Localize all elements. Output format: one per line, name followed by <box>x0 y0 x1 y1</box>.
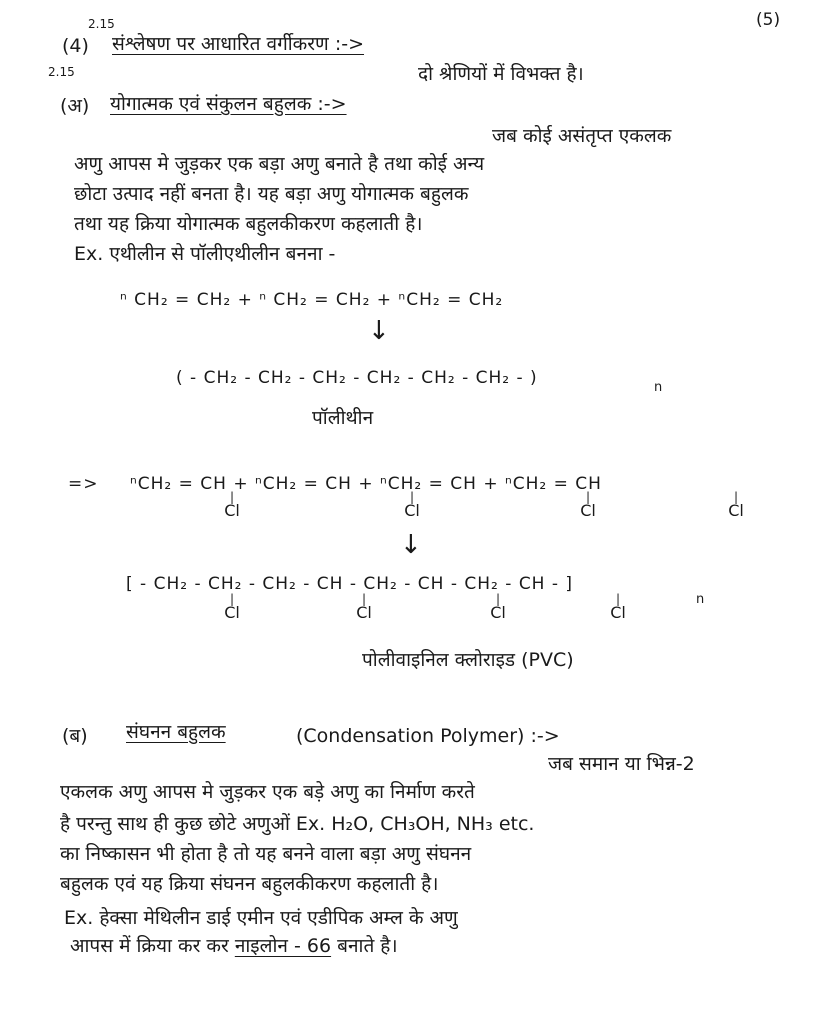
heading-label: (4) <box>62 35 89 57</box>
chlorine-substituent: | Cl <box>224 592 240 622</box>
section-b-line: बहुलक एवं यह क्रिया संघनन बहुलकीकरण कहलाती है। <box>60 873 439 895</box>
section-b-label: (ब) <box>62 725 88 747</box>
down-arrow-icon: ↓ <box>400 530 422 560</box>
heading-subtitle: दो श्रेणियों में विभक्त है। <box>418 63 584 85</box>
nylon-highlight: नाइलोन - 66 <box>234 935 332 957</box>
reaction1-reactants: ⁿ CH₂ = CH₂ + ⁿ CH₂ = CH₂ + ⁿCH₂ = CH₂ <box>120 290 504 310</box>
reaction2-reactants: ⁿCH₂ = CH + ⁿCH₂ = CH + ⁿCH₂ = CH + ⁿCH₂ = CH <box>130 474 602 494</box>
chlorine-substituent: | Cl <box>580 490 596 520</box>
heading-title: संश्लेषण पर आधारित वर्गीकरण :-> <box>112 33 365 55</box>
reaction2-product: [ - CH₂ - CH₂ - CH₂ - CH - CH₂ - CH - CH₂ - CH - ] <box>126 574 574 594</box>
section-b-last-line <box>70 934 398 958</box>
section-a-label: (अ) <box>60 95 90 117</box>
section-a-title: योगात्मक एवं संकुलन बहुलक :-> <box>110 93 347 115</box>
reaction2-subscript: n <box>696 592 706 607</box>
section-b-line: का निष्कासन भी होता है तो यह बनने वाला बड़ा अणु संघनन <box>60 843 472 865</box>
section-a-example: Ex. एथीलीन से पॉलीएथीलीन बनना - <box>74 243 336 265</box>
section-a-line: अणु आपस मे जुड़कर एक बड़ा अणु बनाते है तथा कोई अन्य <box>74 153 485 175</box>
page-number: (5) <box>756 10 781 30</box>
last-line-suffix: बनाते है। <box>337 935 398 957</box>
chlorine-substituent: | Cl <box>404 490 420 520</box>
implies-arrow: => <box>68 474 99 494</box>
reaction1-subscript: n <box>654 380 664 395</box>
section-b-line: जब समान या भिन्न-2 <box>548 753 695 775</box>
reaction1-product: ( - CH₂ - CH₂ - CH₂ - CH₂ - CH₂ - CH₂ - ) <box>176 368 538 388</box>
reaction2-product-name: पोलीवाइनिल क्लोराइड (PVC) <box>362 649 574 671</box>
section-a-line: छोटा उत्पाद नहीं बनता है। यह बड़ा अणु योगात्मक बहुलक <box>74 183 469 205</box>
reaction1-product-name: पॉलीथीन <box>312 407 374 429</box>
chlorine-substituent: | Cl <box>728 490 744 520</box>
margin-note-left: 2.15 <box>48 65 75 79</box>
section-b-title-en: (Condensation Polymer) :-> <box>296 725 560 747</box>
chlorine-substituent: | Cl <box>610 592 626 622</box>
last-line-prefix: आपस में क्रिया कर कर <box>70 935 229 957</box>
section-b-line: एकलक अणु आपस मे जुड़कर एक बड़े अणु का निर्माण करते <box>60 781 475 803</box>
section-a-line: तथा यह क्रिया योगात्मक बहुलकीकरण कहलाती है। <box>74 213 423 235</box>
chlorine-substituent: | Cl <box>224 490 240 520</box>
section-b-line: है परन्तु साथ ही कुछ छोटे अणुओं Ex. H₂O, CH₃OH, NH₃ etc. <box>60 813 535 835</box>
section-b-title: संघनन बहुलक <box>126 721 226 743</box>
down-arrow-icon: ↓ <box>368 316 390 346</box>
section-b-line: Ex. हेक्सा मेथिलीन डाई एमीन एवं एडीपिक अम्ल के अणु <box>64 907 458 929</box>
margin-note-top: 2.15 <box>88 17 115 31</box>
chlorine-substituent: | Cl <box>356 592 372 622</box>
section-a-line: जब कोई असंतृप्त एकलक <box>492 125 672 147</box>
chlorine-substituent: | Cl <box>490 592 506 622</box>
